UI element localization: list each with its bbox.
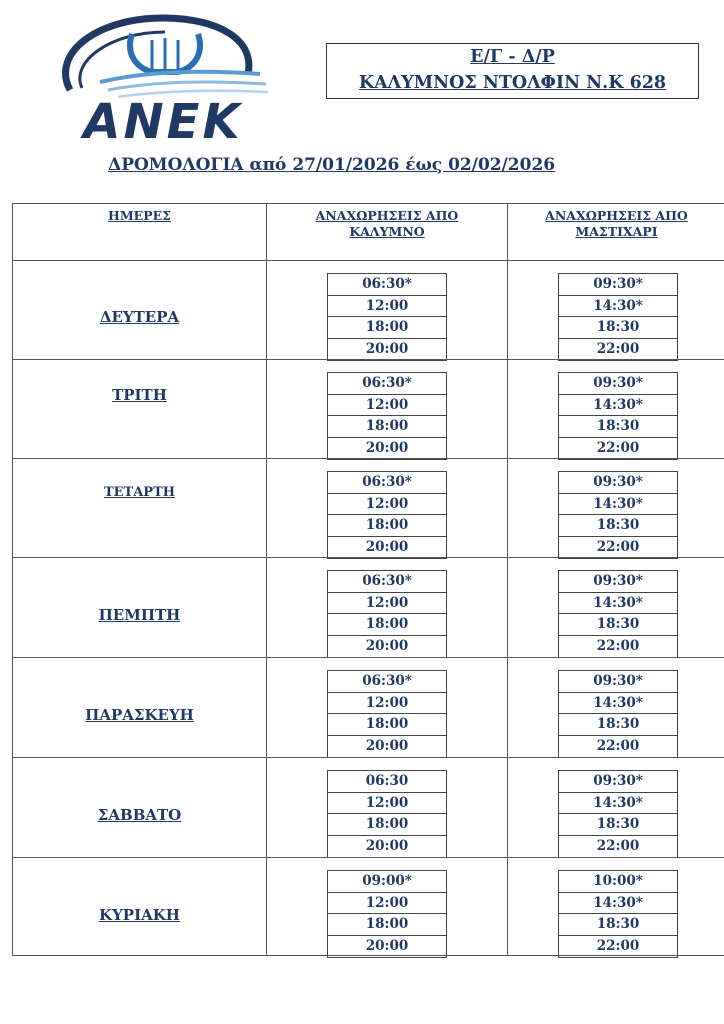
departure-time: 12:00 [328,793,446,815]
vessel-box [326,43,699,99]
header-kalymnos [267,204,507,260]
departure-time: 18:00 [328,416,446,438]
header-mastichari [508,204,724,260]
departure-time: 18:30 [559,914,677,936]
departure-time: 09:30* [559,771,677,793]
departure-time: 14:30* [559,893,677,915]
departure-time: 06:30* [328,274,446,296]
departure-time: 12:00 [328,693,446,715]
departure-time: 14:30* [559,296,677,318]
header-kalymnos-line1: ΑΝΑΧΩΡΗΣΕΙΣ ΑΠΟ [315,208,459,223]
mastichari-departures [558,670,678,758]
departure-time: 20:00 [365,439,409,456]
header-mastichari-line1: ΑΝΑΧΩΡΗΣΕΙΣ ΑΠΟ [545,208,688,223]
departure-time: 18:30 [559,515,677,537]
day-row-tuesday [13,360,724,459]
mastichari-departures [558,471,678,559]
departure-time: 12:00 [328,893,446,915]
day-name: ΤΕΤΑΡΤΗ [103,485,176,500]
vessel-name: ΚΑΛΥΜΝΟΣ ΝΤΟΛΦΙΝ Ν.Κ 628 [358,73,667,93]
departure-time: 06:30* [328,571,446,593]
departure-time: 22:00 [596,837,640,854]
mastichari-departures [558,372,678,460]
departure-time: 18:00 [328,317,446,339]
kalymnos-departures [327,372,447,460]
departure-time: 20:00 [365,637,409,654]
departure-time: 20:00 [365,737,409,754]
day-row-monday [13,261,724,360]
header-kalymnos-line2: ΚΑΛΥΜΝΟ [349,224,425,239]
header-mastichari-line2: ΜΑΣΤΙΧΑΡΙ [575,224,658,239]
departure-time: 10:00* [559,871,677,893]
day-row-thursday [13,558,724,657]
departure-time: 14:30* [559,395,677,417]
day-name: ΤΡΙΤΗ [112,386,167,404]
departure-time: 14:30* [559,693,677,715]
mastichari-departures [558,870,678,958]
departure-time: 12:00 [328,296,446,318]
departure-time: 09:30* [559,671,677,693]
day-row-friday [13,658,724,757]
day-row-saturday [13,758,724,857]
departure-time: 06:30* [328,472,446,494]
kalymnos-departures [327,471,447,559]
mastichari-departures [558,770,678,858]
day-name: ΣΑΒΒΑΤΟ [97,806,182,824]
timetable [12,203,724,956]
schedule-title: ΔΡΟΜΟΛΟΓΙΑ από 27/01/2026 έως 02/02/2026 [108,155,556,175]
day-name: ΠΕΜΠΤΗ [98,606,181,624]
departure-time: 18:00 [328,714,446,736]
kalymnos-departures [327,570,447,658]
departure-time: 18:00 [328,614,446,636]
departure-time: 14:30* [559,793,677,815]
day-name: ΚΥΡΙΑΚΗ [99,906,180,924]
departure-time: 20:00 [365,837,409,854]
departure-time: 20:00 [365,340,409,357]
departure-time: 12:00 [328,593,446,615]
departure-time: 18:30 [559,614,677,636]
departure-time: 22:00 [596,937,640,954]
kalymnos-departures [327,870,447,958]
departure-time: 18:30 [559,416,677,438]
departure-time: 14:30* [559,494,677,516]
departure-time: 09:30* [559,571,677,593]
day-row-sunday [13,858,724,957]
departure-time: 12:00 [328,395,446,417]
departure-time: 09:30* [559,373,677,395]
kalymnos-departures [327,770,447,858]
departure-time: 22:00 [596,340,640,357]
departure-time: 20:00 [365,937,409,954]
departure-time: 06:30* [328,373,446,395]
kalymnos-departures [327,273,447,361]
departure-time: 18:30 [559,714,677,736]
day-name: ΠΑΡΑΣΚΕΥΗ [85,706,194,724]
departure-time: 09:00* [328,871,446,893]
anek-logo [30,12,296,142]
mastichari-departures [558,273,678,361]
mastichari-departures [558,570,678,658]
departure-time: 22:00 [596,637,640,654]
departure-time: 18:30 [559,317,677,339]
vessel-type: Ε/Γ - Δ/Ρ [470,47,555,67]
departure-time: 06:30* [328,671,446,693]
departure-time: 18:00 [328,515,446,537]
departure-time: 12:00 [328,494,446,516]
departure-time: 09:30* [559,274,677,296]
lyre-icon [30,12,296,142]
departure-time: 22:00 [596,538,640,555]
departure-time: 06:30 [328,771,446,793]
departure-time: 18:30 [559,814,677,836]
departure-time: 18:00 [328,914,446,936]
departure-time: 09:30* [559,472,677,494]
kalymnos-departures [327,670,447,758]
departure-time: 20:00 [365,538,409,555]
departure-time: 22:00 [596,737,640,754]
logo-text: ANEK [83,94,243,142]
departure-time: 14:30* [559,593,677,615]
departure-time: 22:00 [596,439,640,456]
day-name: ΔΕΥΤΕΡΑ [99,308,180,326]
header-days-label: ΗΜΕΡΕΣ [108,208,171,223]
day-row-wednesday [13,459,724,558]
header-days [13,204,266,260]
departure-time: 18:00 [328,814,446,836]
